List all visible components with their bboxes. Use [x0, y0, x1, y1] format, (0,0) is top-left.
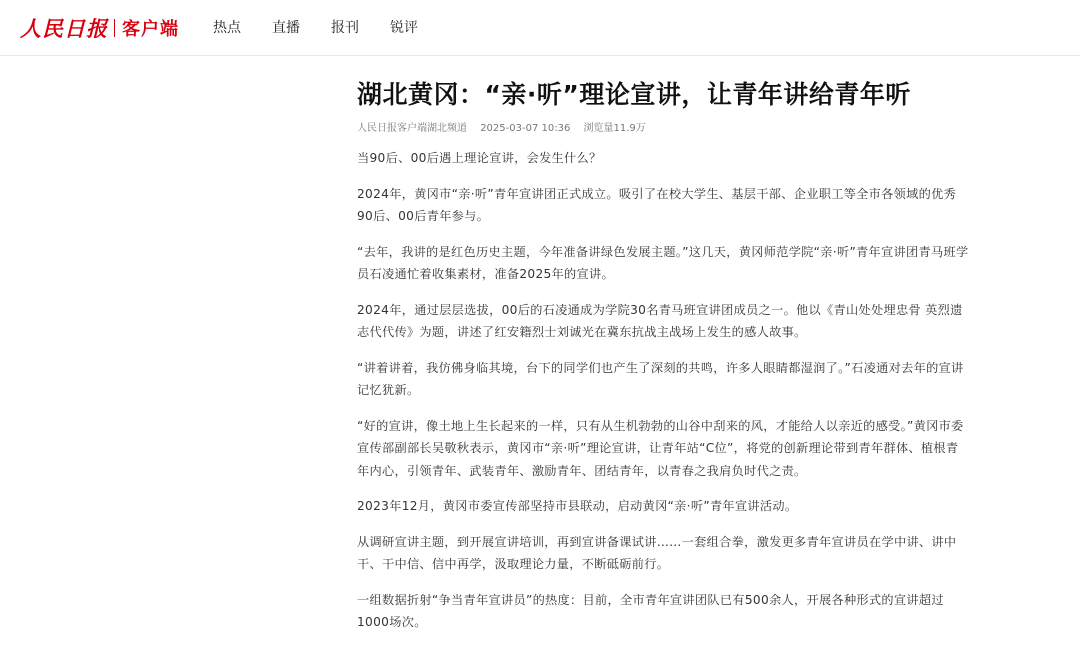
- article-paragraph: “去年，我讲的是红色历史主题，今年准备讲绿色发展主题。”这几天，黄冈师范学院“亲·听”青年宣讲团青马班学员石凌通忙着收集素材，准备2025年的宣讲。: [357, 244, 969, 281]
- article-datetime: 2025-03-07 10:36: [480, 123, 571, 134]
- logo-main-text: 人民日报: [20, 16, 108, 41]
- logo-divider: [114, 19, 115, 37]
- main-nav: [213, 19, 449, 37]
- article-meta: [357, 122, 969, 136]
- article-paragraph: 2024年，黄冈市“亲·听”青年宣讲团正式成立。吸引了在校大学生、基层干部、企业职工等全市各领域的优秀90后、00后青年参与。: [357, 186, 957, 223]
- article-paragraph: 一组数据折射“争当青年宣讲员”的热度：目前，全市青年宣讲团队已有500余人，开展各种形式的宣讲超过1000场次。: [357, 592, 944, 629]
- nav-hot[interactable]: 热点: [213, 20, 241, 36]
- nav-commentary[interactable]: 锐评: [390, 20, 418, 36]
- article-paragraph: 2024年，通过层层选拔，00后的石凌通成为学院30名青马班宣讲团成员之一。他以《青山处处埋忠骨 英烈遗志代代传》为题，讲述了红安籍烈士刘诚光在冀东抗战主战场上发生的感人故事。: [357, 302, 963, 339]
- article-views: 浏览量11.9万: [583, 123, 646, 134]
- article-source: 人民日报客户端湖北频道: [357, 123, 467, 134]
- article-paragraph: 2023年12月，黄冈市委宣传部坚持市县联动，启动黄冈“亲·听”青年宣讲活动。: [357, 499, 798, 513]
- article-body: [357, 147, 969, 634]
- site-logo[interactable]: [20, 14, 179, 42]
- logo-sub-text: 客户端: [122, 19, 179, 40]
- article-paragraph: 从调研宣讲主题，到开展宣讲培训，再到宣讲备课试讲……一套组合拳，激发更多青年宣讲员在学中讲、讲中干、干中信、信中再学，汲取理论力量，不断砥砺前行。: [357, 534, 957, 571]
- article-paragraph: “讲着讲着，我仿佛身临其境，台下的同学们也产生了深刻的共鸣，许多人眼睛都湿润了。”石凌通对去年的宣讲记忆犹新。: [357, 360, 964, 397]
- article: [357, 76, 969, 647]
- nav-live[interactable]: 直播: [272, 20, 300, 36]
- article-title: 湖北黄冈：“亲·听”理论宣讲，让青年讲给青年听: [357, 80, 911, 109]
- article-paragraph: 当90后、00后遇上理论宣讲，会发生什么？: [357, 151, 602, 165]
- nav-newspaper[interactable]: 报刊: [331, 20, 359, 36]
- article-paragraph: “好的宣讲，像土地上生长起来的一样，只有从生机勃勃的山谷中刮来的风，才能给人以亲近的感受。”黄冈市委宣传部副部长吴敬秋表示，黄冈市“亲·听”理论宣讲，让青年站“C位”，将党的创新理论带到青年群体、植根青年内心，引领青年、武装青年、激励青年、团结青年，以青春之我肩负时代之责。: [357, 418, 964, 478]
- top-navigation-bar: [0, 0, 1080, 56]
